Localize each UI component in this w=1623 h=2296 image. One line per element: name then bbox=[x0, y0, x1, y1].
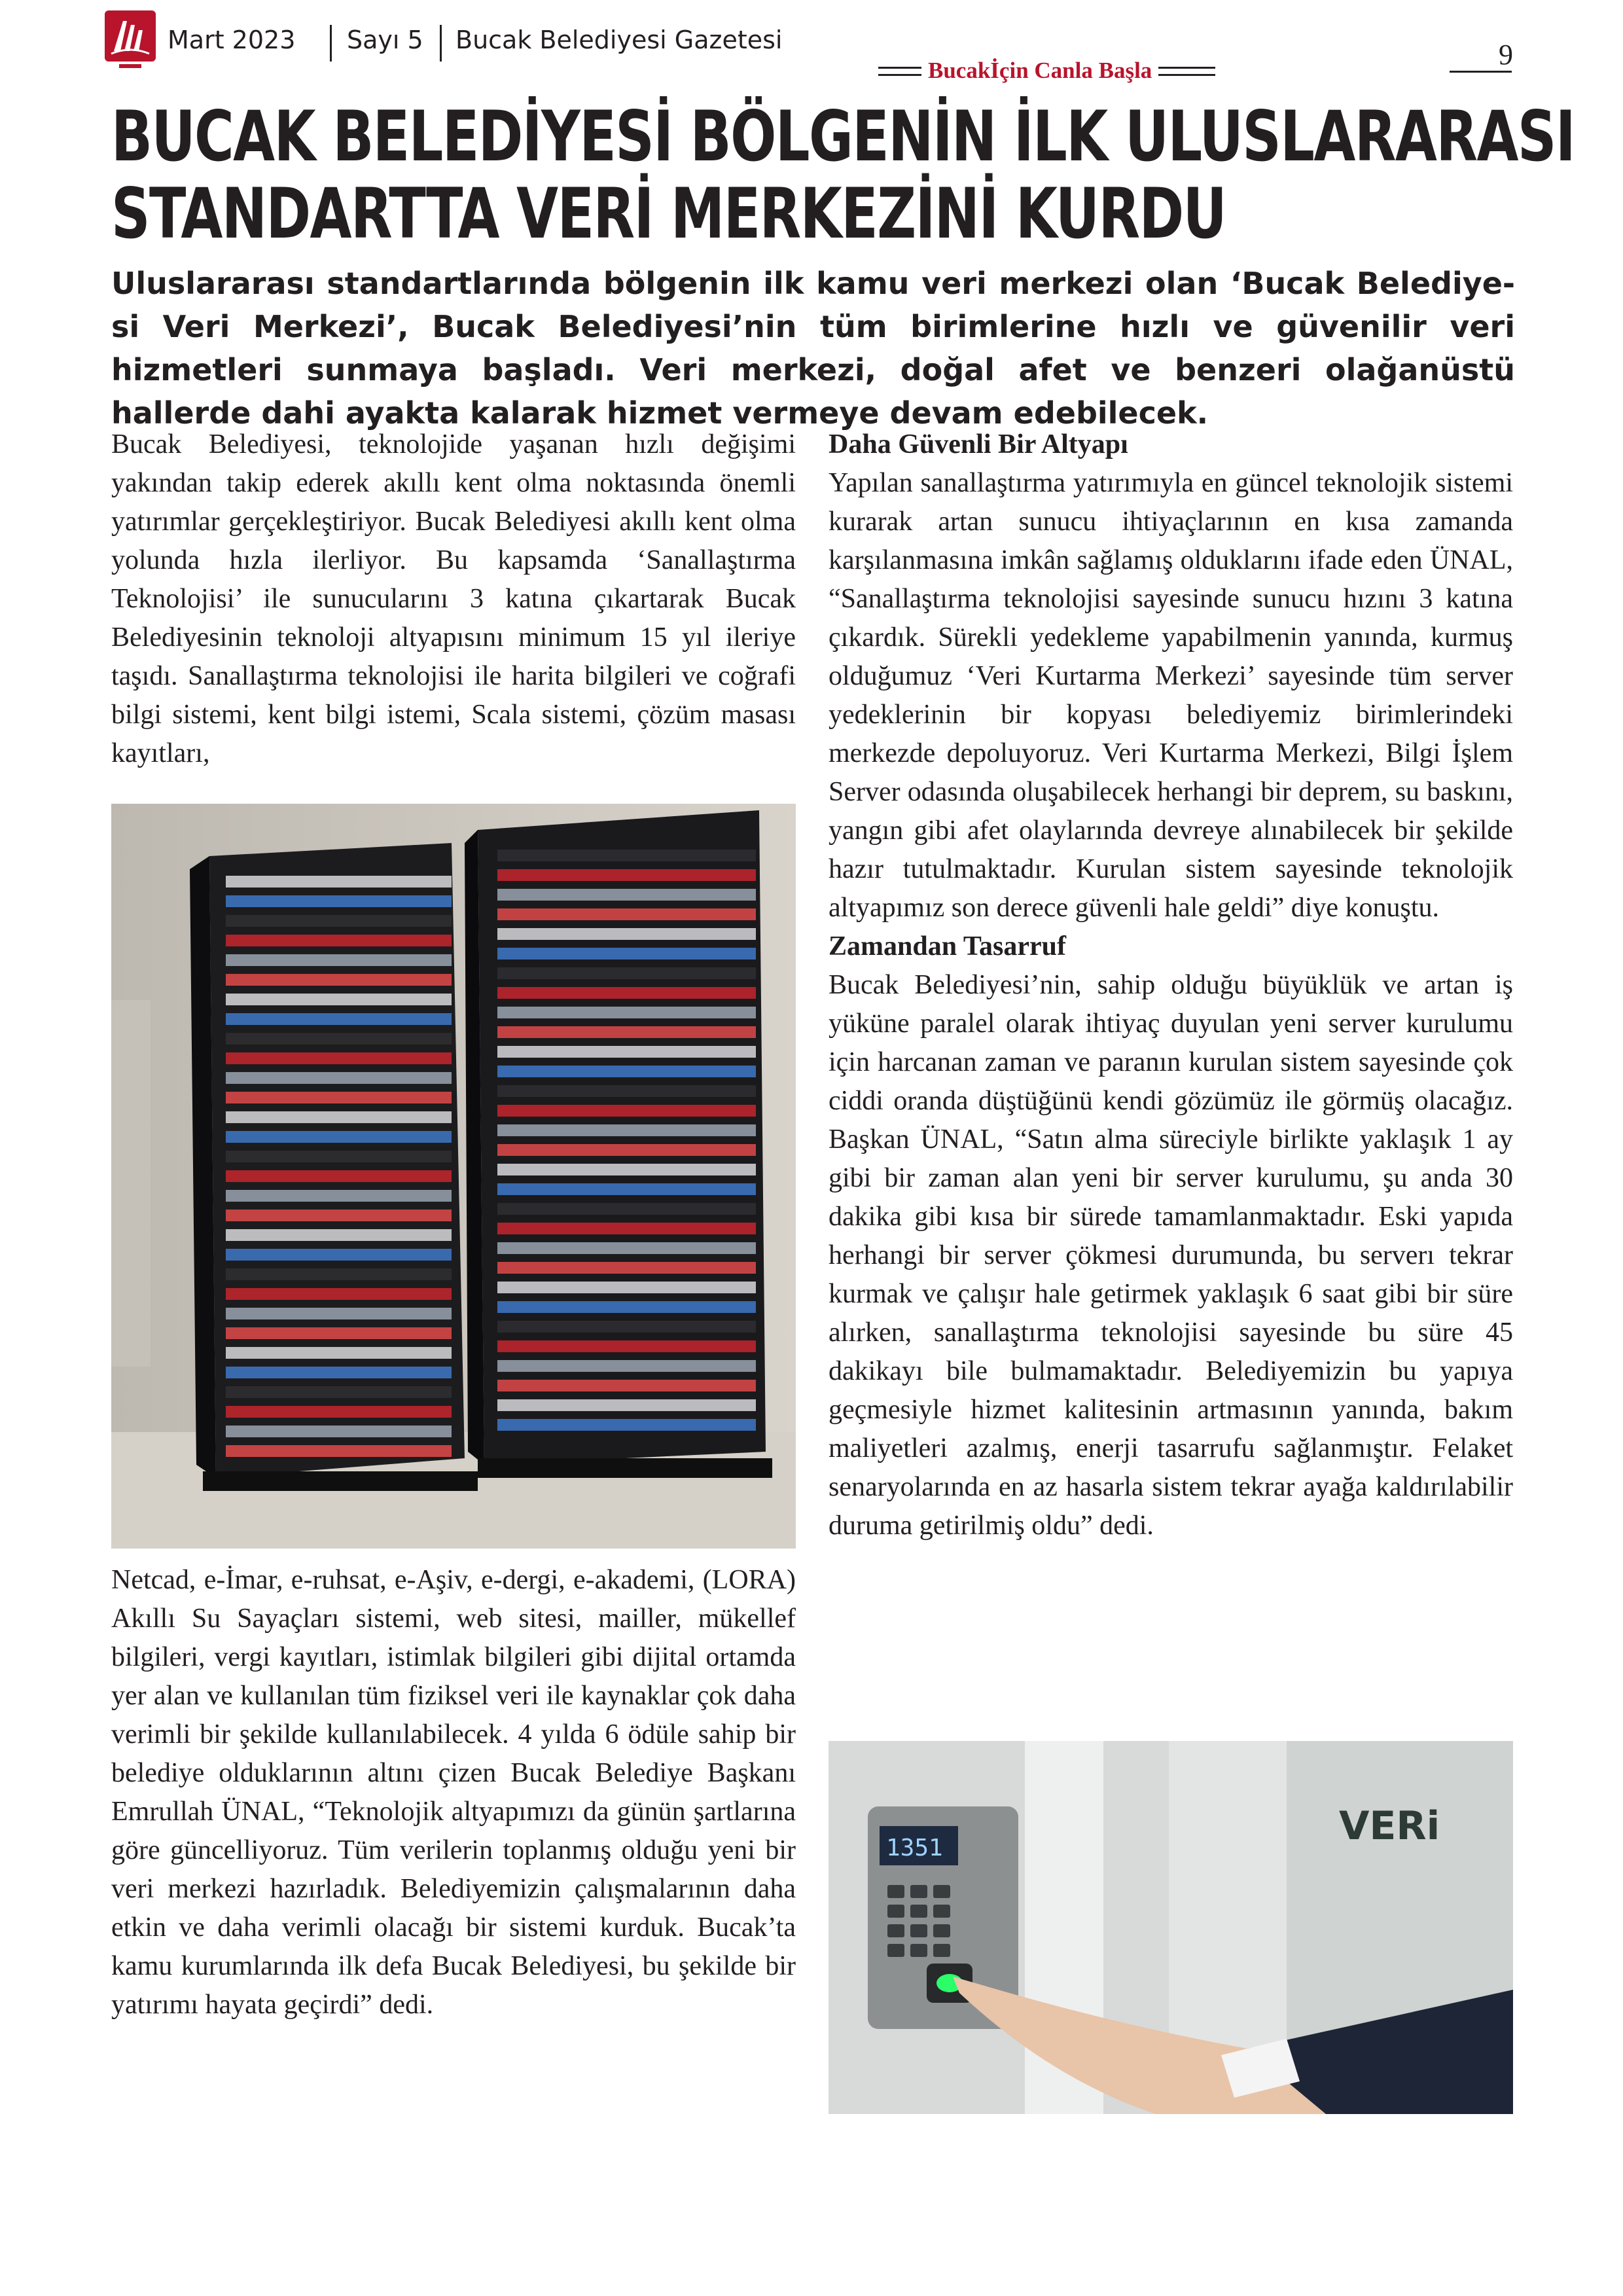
cable-bundle bbox=[226, 1052, 452, 1064]
cable-bundle bbox=[226, 1288, 452, 1300]
cable-bundle bbox=[226, 1092, 452, 1103]
article-headline bbox=[111, 96, 1575, 254]
section-subhead: Zamandan Tasarruf bbox=[829, 931, 1066, 961]
cable-bundle bbox=[226, 1406, 452, 1418]
slogan: Bucakİçin Canla Başla bbox=[921, 58, 1158, 84]
cable-bundle bbox=[497, 908, 756, 920]
cable-bundle bbox=[226, 1327, 452, 1339]
cable-bundle bbox=[497, 1007, 756, 1018]
cable-bundle bbox=[226, 1111, 452, 1123]
server-rack-illustration bbox=[111, 804, 796, 1549]
cable-bundle bbox=[226, 1386, 452, 1398]
cable-bundle bbox=[226, 1210, 452, 1221]
cable-bundle bbox=[497, 987, 756, 999]
cable-bundle bbox=[226, 1229, 452, 1241]
cable-bundle bbox=[497, 889, 756, 901]
cable-bundle bbox=[226, 876, 452, 888]
cable-bundle bbox=[226, 1445, 452, 1457]
cable-bundle bbox=[226, 1249, 452, 1261]
cable-bundle bbox=[497, 1026, 756, 1038]
cable-bundle bbox=[497, 1066, 756, 1077]
cable-bundle bbox=[226, 1033, 452, 1045]
cable-bundle bbox=[226, 1367, 452, 1378]
issue-date: Mart 2023 bbox=[168, 26, 296, 54]
header-separator bbox=[330, 25, 332, 62]
paragraph: Netcad, e-İmar, e-ruhsat, e-Aşiv, e-dergi, e-akademi, (LORA) Akıllı Su Sayaçları sistemi, web sitesi, mailler, mükellef bilgileri, vergi kayıtları, istimlak bilgileri gibi dijital ortamda yer alan ve kullanılan tüm fiziksel veri ile kaynaklar çok daha verimli bir şekilde kullanılabilecek. 4 yılda 6 ödüle sahip bir belediye olduklarının altını çizen Bucak Belediye Başkanı Emrullah ÜNAL, “Teknolojik altyapımızı da günün şartlarına göre güncelliyoruz. Tüm verilerin toplanmış olduğu yeni bir veri merkezi hazırladık. Belediyemizin çalışmalarının daha etkin ve daha verimli olacağı bir sistemi kurduk. Bucak’ta kamu kurumlarında ilk defa Bucak Belediyesi, bu şekilde bir yatırımı hayata geçirdi” dedi. bbox=[111, 1565, 796, 2020]
cable-bundle bbox=[226, 1347, 452, 1359]
header-separator bbox=[440, 25, 442, 62]
article-lead: Uluslararası standartlarında bölgenin ilk kamu veri merkezi olan ‘Bucak Belediye-si Veri Merkezi’, Bucak Belediyesi’nin tüm birimlerine hızlı ve güvenilir veri hizmetleri sunmaya başladı. Veri merkezi, doğal afet ve benzeri olağanüstü hallerde dahi ayakta kalarak hizmet vermeye devam edebilecek. bbox=[111, 266, 1515, 431]
cable-bundle bbox=[497, 1124, 756, 1136]
cable-bundle bbox=[497, 1223, 756, 1234]
cable-bundle bbox=[226, 1190, 452, 1202]
issue-number: Sayı 5 bbox=[347, 26, 423, 54]
cable-bundle bbox=[226, 915, 452, 927]
cable-bundle bbox=[226, 1308, 452, 1319]
cable-bundle bbox=[497, 1164, 756, 1175]
cable-bundle bbox=[497, 1046, 756, 1058]
cable-bundle bbox=[497, 1360, 756, 1372]
cable-bundle bbox=[497, 1301, 756, 1313]
cable-bundle bbox=[497, 1282, 756, 1293]
cable-bundle bbox=[497, 1340, 756, 1352]
cable-bundle bbox=[497, 850, 756, 861]
wall-sign-logo: VERi bbox=[1339, 1803, 1440, 1849]
article-column-text bbox=[829, 425, 1513, 1545]
cable-bundle bbox=[226, 1426, 452, 1437]
cable-bundle bbox=[497, 1399, 756, 1411]
server-rack-photo bbox=[111, 804, 796, 1549]
cable-bundle bbox=[226, 895, 452, 907]
page-number: 9 bbox=[1499, 39, 1513, 71]
paragraph: Bucak Belediyesi’nin, sahip olduğu büyüklük ve artan iş yüküne paralel olarak ihtiyaç duyulan yeni server kurulumu için harcanan zaman ve paranın kurulan sistem sayesinde çok ciddi oranda düştüğünü kendi gözümüz ile görmüş olacağız. Başkan ÜNAL, “Satın alma süreciyle birlikte yaklaşık 1 ay gibi bir zaman alan yeni bir server kurulumu, şu anda 30 dakika gibi kısa bir sürede tamamlanmaktadır. Eski yapıda herhangi bir server çökmesi durumunda, bu serverı tekrar kurmak ve çalışır hale getirmek yaklaşık 6 saat gibi bir süre alırken, sanallaştırma teknolojisi sayesinde bu süre 45 dakikayı bile bulmamaktadır. Belediyemizin bu yapıya geçmesiyle hizmet kalitesinin artmasının yanında, bakım maliyetleri azalmış, enerji tasarrufu sağlanmıştır. Felaket senaryolarında en az hasarla sistem tekrar ayağa kaldırılabilir duruma getirilmiş oldu” dedi. bbox=[829, 970, 1513, 1541]
cable-bundle bbox=[226, 1151, 452, 1162]
cable-bundle bbox=[226, 1072, 452, 1084]
cable-bundle bbox=[497, 928, 756, 940]
cable-bundle bbox=[226, 1013, 452, 1025]
cable-bundle bbox=[226, 1268, 452, 1280]
paragraph: Yapılan sanallaştırma yatırımıyla en güncel teknolojik sistemi kurarak artan sunucu ihtiyaçlarının en kısa zamanda karşılanmasına imkân sağlamış olduklarını ifade eden ÜNAL, “Sanallaştırma teknolojisi sayesinde sunucu hızını 3 katına çıkardık. Sürekli yedekleme yapabilmenin yanında, kurmuş olduğumuz ‘Veri Kurtarma Merkezi’ sayesinde tüm server yedeklerinin bir kopyası belediyemiz birimlerindeki merkezde depoluyoruz. Veri Kurtarma Merkezi, Bilgi İşlem Server odasında oluşabilecek herhangi bir deprem, su baskını, yangın gibi afet olaylarında devreye alınabilecek bir şekilde hazır tutulmaktadır. Kurulan sistem sayesinde teknolojik altyapımız son derece güvenli hale geldi” diye konuştu. bbox=[829, 468, 1513, 923]
cable-bundle bbox=[226, 1170, 452, 1182]
cable-bundle bbox=[226, 935, 452, 946]
cable-bundle bbox=[497, 1105, 756, 1117]
cable-bundle bbox=[497, 1242, 756, 1254]
cable-bundle bbox=[497, 1085, 756, 1097]
cable-bundle bbox=[497, 1321, 756, 1333]
fingerprint-access-photo bbox=[829, 1741, 1513, 2114]
keypad-display: 1351 bbox=[886, 1835, 943, 1861]
cable-bundle bbox=[497, 1419, 756, 1431]
fingerprint-scanner-illustration bbox=[829, 1741, 1513, 2114]
cable-bundle bbox=[497, 1262, 756, 1274]
cable-bundle bbox=[497, 948, 756, 960]
cable-bundle bbox=[497, 967, 756, 979]
cable-bundle bbox=[497, 1183, 756, 1195]
cable-bundle bbox=[226, 1131, 452, 1143]
bucak-belediyesi-logo-icon bbox=[105, 10, 156, 71]
header-rule bbox=[1450, 71, 1512, 73]
cable-bundle bbox=[226, 974, 452, 986]
article-column-text bbox=[111, 425, 796, 773]
section-subhead: Daha Güvenli Bir Altyapı bbox=[829, 429, 1128, 459]
cable-bundle bbox=[497, 1144, 756, 1156]
cable-bundle bbox=[497, 869, 756, 881]
cable-bundle bbox=[497, 1203, 756, 1215]
cable-bundle bbox=[226, 954, 452, 966]
headline-line: BUCAK BELEDİYESİ BÖLGENİN İLK ULUSLARARASI bbox=[111, 96, 1575, 177]
cable-bundle bbox=[226, 994, 452, 1005]
publication-name: Bucak Belediyesi Gazetesi bbox=[455, 26, 783, 54]
paragraph: Bucak Belediyesi, teknolojide yaşanan hızlı değişimi yakından takip ederek akıllı kent olma noktasında önemli yatırımlar gerçekleştiriyor. Bucak Belediyesi akıllı kent olma yolunda hızla ilerliyor. Bu kapsamda ‘Sanallaştırma Teknolojisi’ ile sunucularını 3 katına çıkartarak Bucak Belediyesinin teknoloji altyapısını minimum 15 yıl ileriye taşıdı. Sanallaştırma teknolojisi ile harita bilgileri ve coğrafi bilgi sistemi, kent bilgi istemi, Scala sistemi, çözüm masası kayıtları, bbox=[111, 429, 796, 768]
headline-line: STANDARTTA VERİ MERKEZİNİ KURDU bbox=[111, 173, 1226, 254]
cable-bundle bbox=[497, 1380, 756, 1391]
article-column-text bbox=[111, 1561, 796, 2024]
